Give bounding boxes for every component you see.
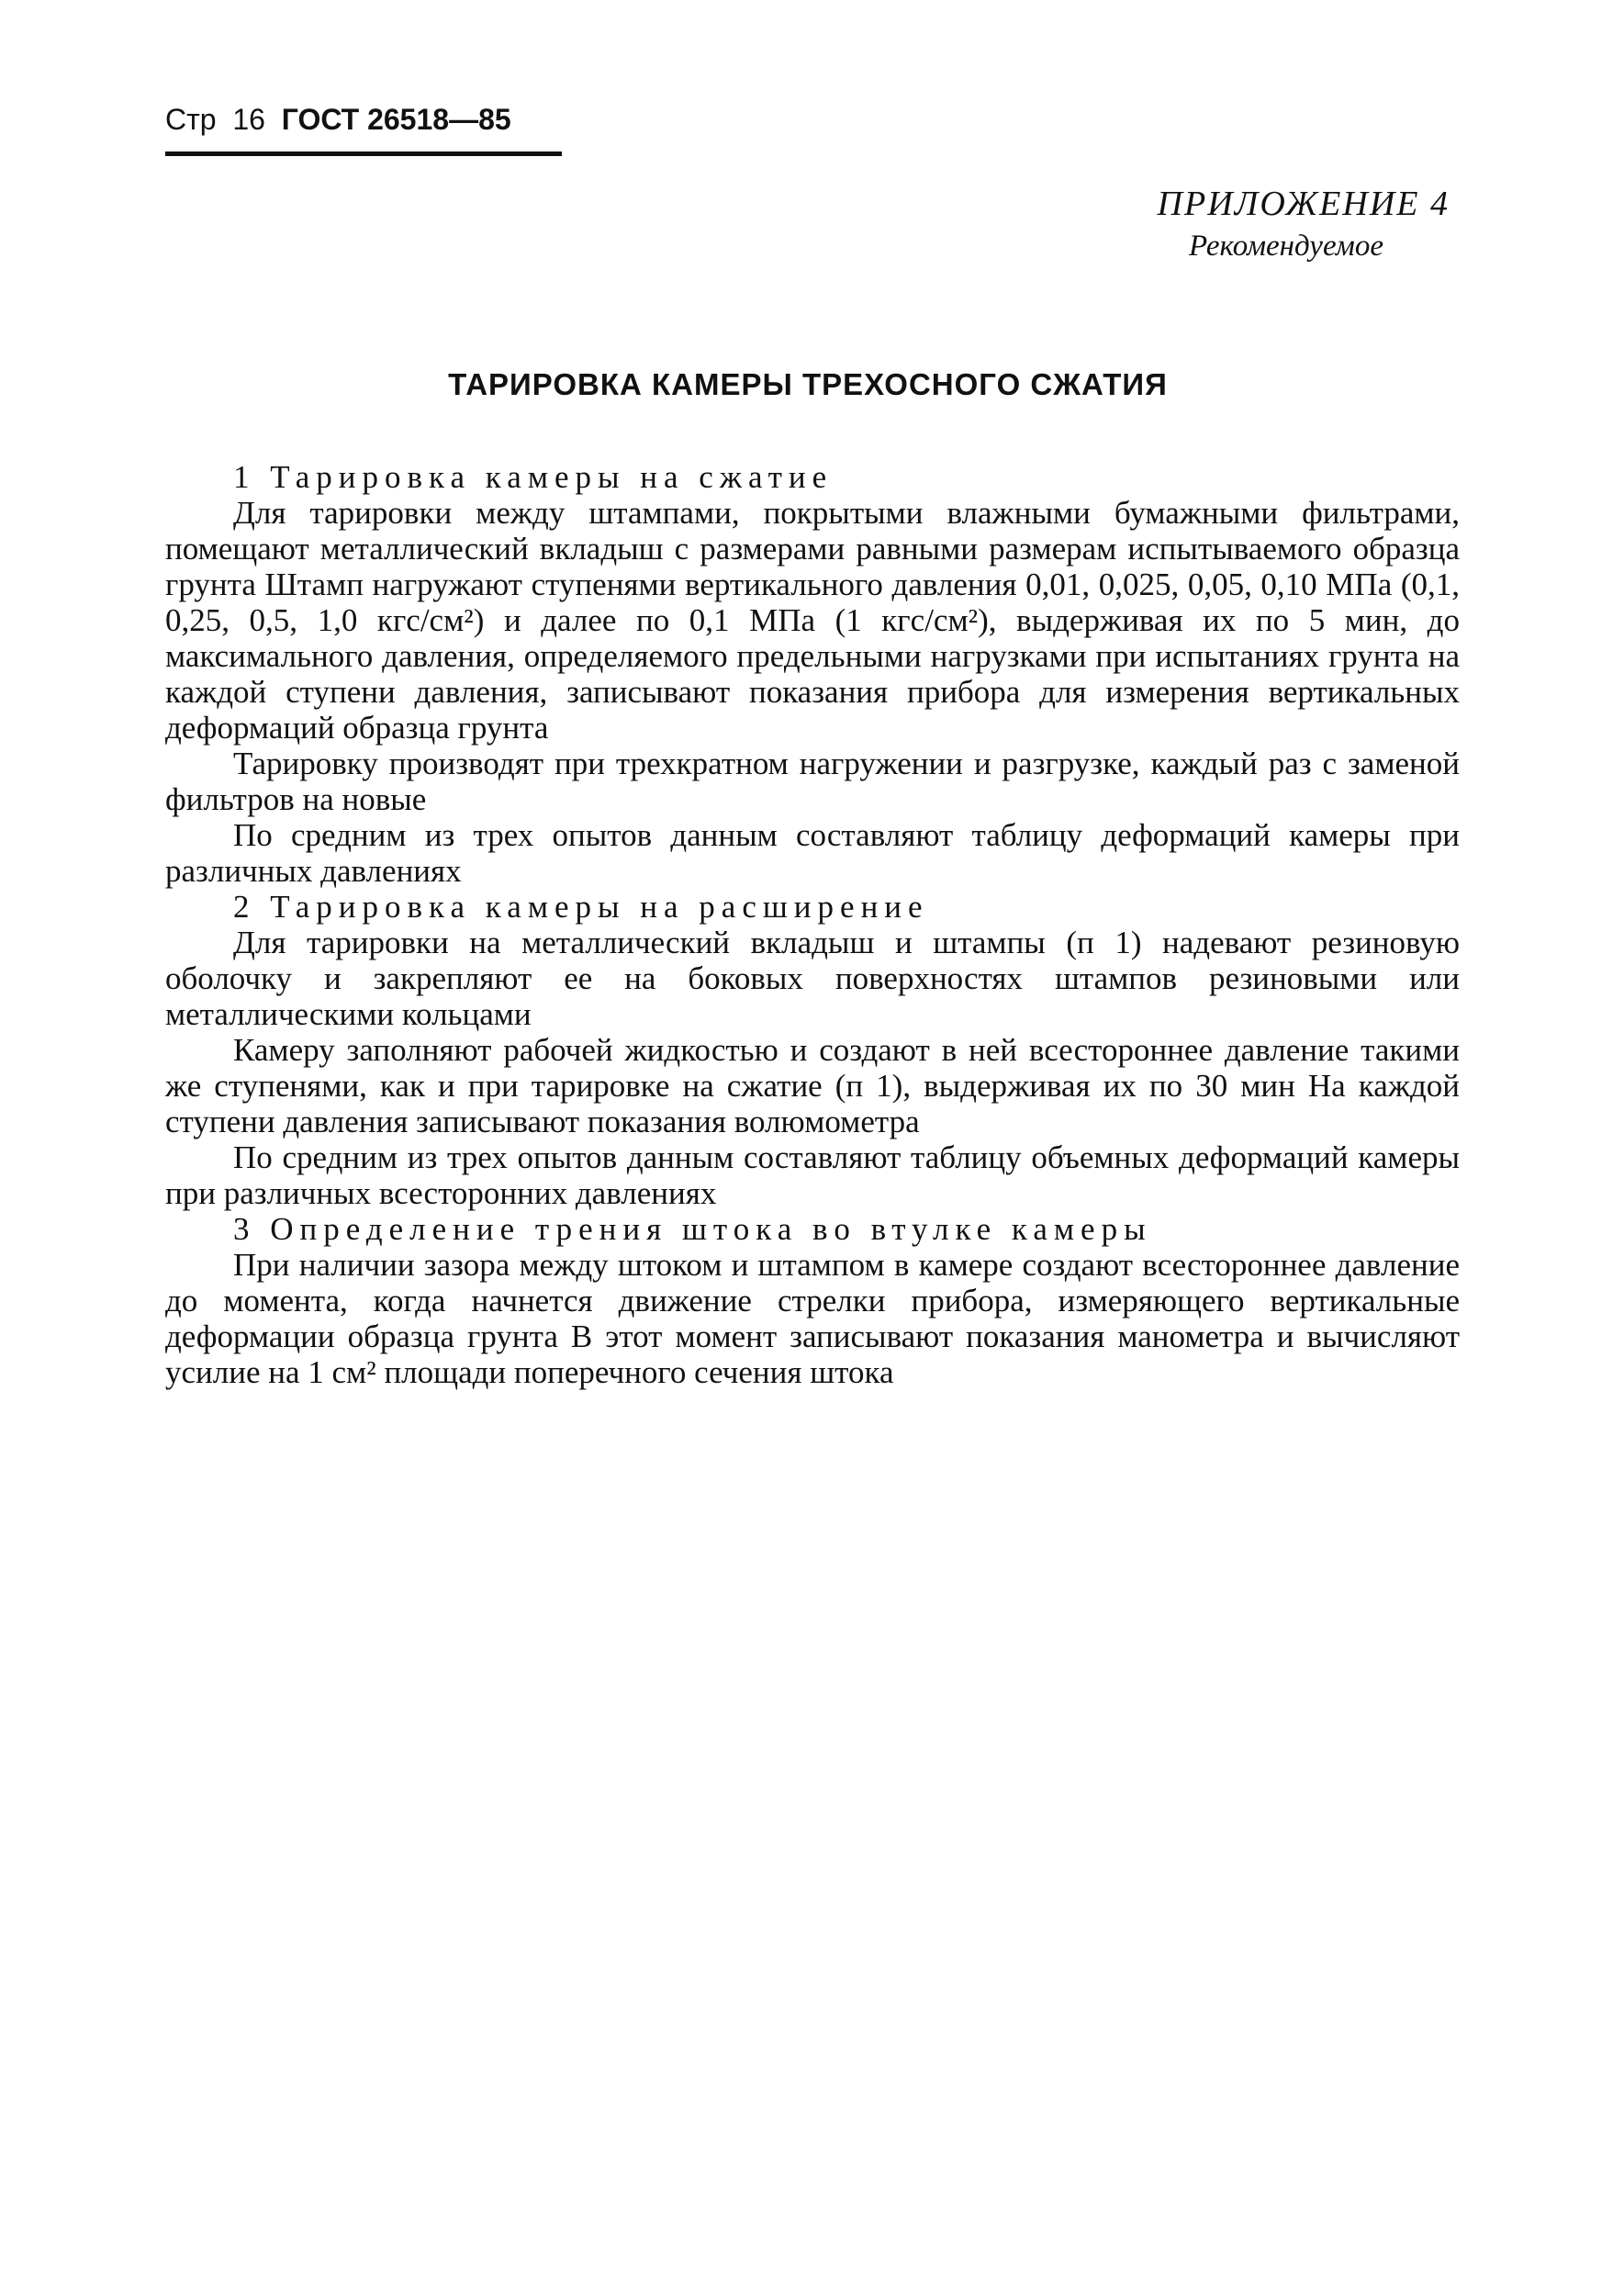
appendix-title: ПРИЛОЖЕНИЕ 4 — [1157, 185, 1450, 223]
page-number: 16 — [232, 103, 265, 136]
paragraph: Тарировку производят при трехкратном нагружении и разгрузке, каждый раз с заменой фильтров на новые — [165, 746, 1460, 817]
appendix-block — [1158, 184, 1450, 264]
section-heading: 1 Тарировка камеры на сжатие — [233, 459, 834, 495]
paragraph: Для тарировки между штампами, покрытыми влажными бумажными фильтрами, помещают металлический вкладыш с размерами равными размерам испытываемого образца грунта Штамп нагружают ступенями вертикального давления 0,01, 0,025, 0,05, 0,10 МПа (0,1, 0,25, 0,5, 1,0 кгс/см²) и далее по 0,1 МПа (1 кгс/см²), выдерживая их по 5 мин, до максимального давления, определяемого предельными нагрузками при испытаниях грунта на каждой ступени давления, записывают показания прибора для измерения вертикальных деформаций образца грунта — [165, 495, 1460, 746]
paragraph: Камеру заполняют рабочей жидкостью и создают в ней всестороннее давление такими же ступенями, как и при тарировке на сжатие (п 1), выдерживая их по 30 мин На каждой ступени давления записывают показания волюмометра — [165, 1032, 1460, 1139]
appendix-subtitle: Рекомендуемое — [1188, 230, 1383, 263]
paragraph: По средним из трех опытов данным составляют таблицу деформаций камеры при различных давлениях — [165, 817, 1460, 889]
paragraph: Для тарировки на металлический вкладыш и штампы (п 1) надевают резиновую оболочку и закрепляют ее на боковых поверхностях штампов резиновыми или металлическими кольцами — [165, 925, 1460, 1032]
standard-number: ГОСТ 26518—85 — [281, 103, 511, 136]
section-heading: 2 Тарировка камеры на расширение — [233, 889, 929, 925]
page-header — [165, 103, 560, 137]
header-rule — [165, 151, 562, 156]
paragraph: При наличии зазора между штоком и штампом в камере создают всестороннее давление до момента, когда начнется движение стрелки прибора, измеряющего вертикальные деформации образца грунта В этот момент записывают показания манометра и вычисляют усилие на 1 см² площади поперечного сечения штока — [165, 1247, 1460, 1390]
page-label: Стр — [165, 103, 217, 136]
paragraph: По средним из трех опытов данным составляют таблицу объемных деформаций камеры при различных всесторонних давлениях — [165, 1139, 1460, 1211]
document-body — [165, 459, 1460, 1390]
section-heading: 3 Определение трения штока во втулке камеры — [233, 1211, 1152, 1247]
document-title: ТАРИРОВКА КАМЕРЫ ТРЕХОСНОГО СЖАТИЯ — [448, 367, 1168, 401]
